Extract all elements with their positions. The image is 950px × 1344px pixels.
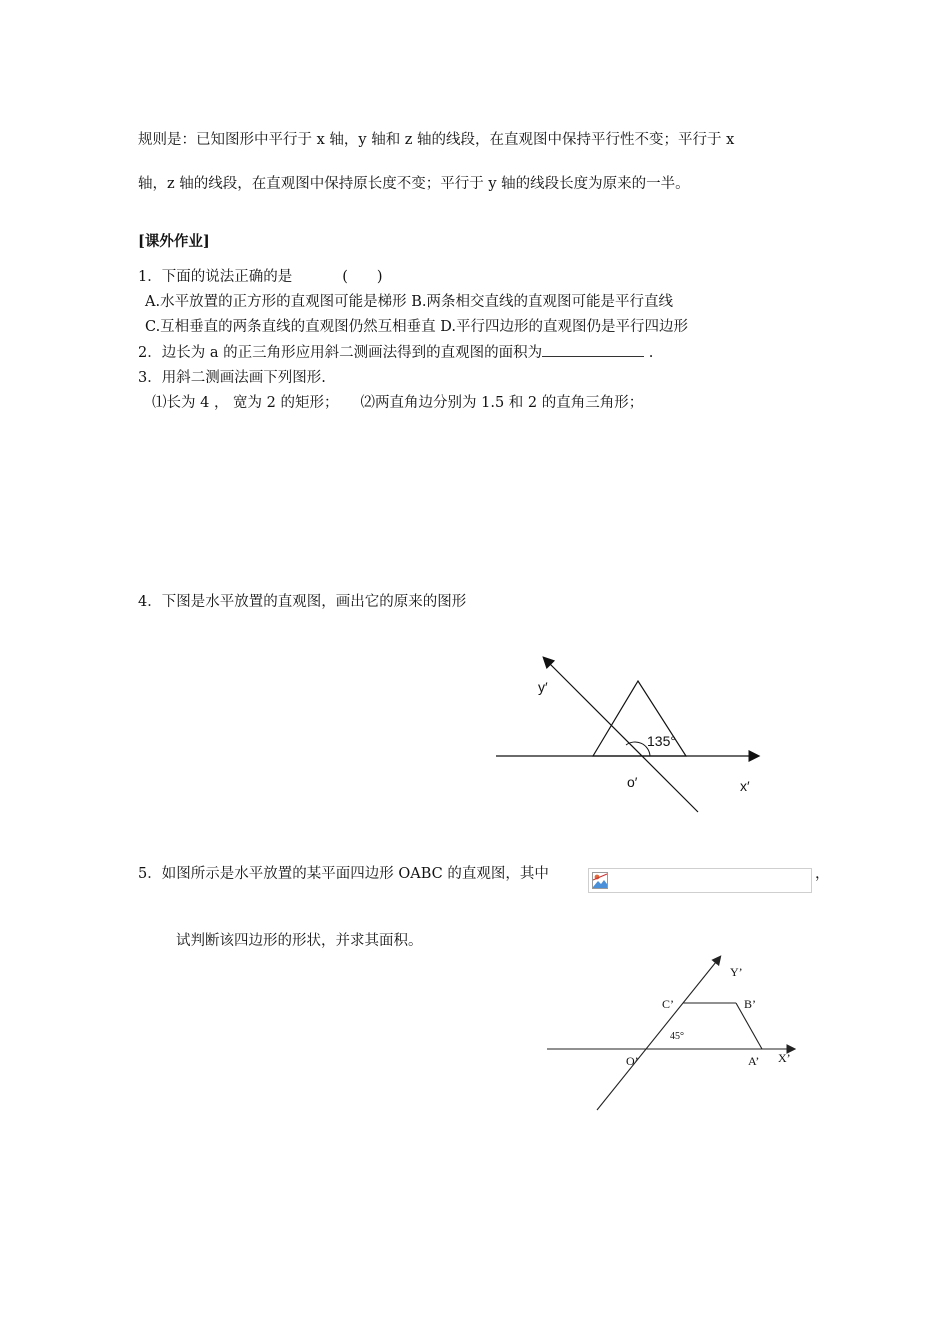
q3-sub-1: ⑴长为 4 ， 宽为 2 的矩形； <box>152 395 339 411</box>
q5-label-x: X’ <box>778 1051 791 1065</box>
q1-options-ab <box>145 290 673 311</box>
q1-options-cd <box>145 315 688 336</box>
q5-text: 5．如图所示是水平放置的某平面四边形 OABC 的直观图，其中 <box>138 866 549 882</box>
q2 <box>138 341 653 362</box>
q3-text: 3．用斜二测画法画下列图形. <box>138 370 326 386</box>
q1-stem-text: 1．下面的说法正确的是 <box>138 269 293 285</box>
q5-formula-image <box>588 868 812 893</box>
q5-label-angle: 45° <box>670 1031 684 1042</box>
q2-text: 2．边长为 a 的正三角形应用斜二测画法得到的直观图的面积为 <box>138 345 543 361</box>
q5-label-c: C’ <box>662 997 674 1011</box>
q5-label-o: O’ <box>626 1054 639 1068</box>
q5-comma: ， <box>815 866 830 882</box>
q1-option-c: C.互相垂直的两条直线的直观图仍然互相垂直 <box>145 319 436 335</box>
q1-stem <box>138 265 383 286</box>
q2-end: . <box>648 345 654 361</box>
q4-label-y: y′ <box>538 679 548 695</box>
q1-option-d: D.平行四边形的直观图仍是平行四边形 <box>440 319 689 335</box>
q5-label-b: B’ <box>744 997 756 1011</box>
q4-figure <box>490 650 770 820</box>
q3-subs <box>152 391 643 412</box>
section-title: [课外作业] <box>138 233 210 250</box>
q4-label-o: o′ <box>627 774 638 790</box>
q1-option-a: A.水平放置的正方形的直观图可能是梯形 <box>145 294 407 310</box>
q3-sub-2: ⑵两直角边分别为 1.5 和 2 的直角三角形； <box>360 395 644 411</box>
rule-line-2: 轴，z 轴的线段，在直观图中保持原长度不变；平行于 y 轴的线段长度为原来的一半。 <box>138 176 690 192</box>
q4-text: 4．下图是水平放置的直观图，画出它的原来的图形 <box>138 594 467 610</box>
q4-label-x: x′ <box>740 778 750 794</box>
q5-label-a: A’ <box>748 1054 760 1068</box>
q5-text-2: 试判断该四边形的形状，并求其面积。 <box>176 933 423 949</box>
broken-image-icon <box>592 872 608 889</box>
q4-label-angle: 135° <box>647 733 676 749</box>
rule-line-1: 规则是：已知图形中平行于 x 轴，y 轴和 z 轴的线段，在直观图中保持平行性不变；平行于 x <box>138 132 735 148</box>
q5-label-y: Y’ <box>730 965 743 979</box>
q2-answer-blank[interactable] <box>542 344 644 357</box>
q5-figure <box>540 950 810 1120</box>
q1-option-b: B.两条相交直线的直观图可能是平行直线 <box>411 294 673 310</box>
q5-y-axis <box>597 957 720 1110</box>
q1-answer-paren: ( ) <box>342 269 383 285</box>
